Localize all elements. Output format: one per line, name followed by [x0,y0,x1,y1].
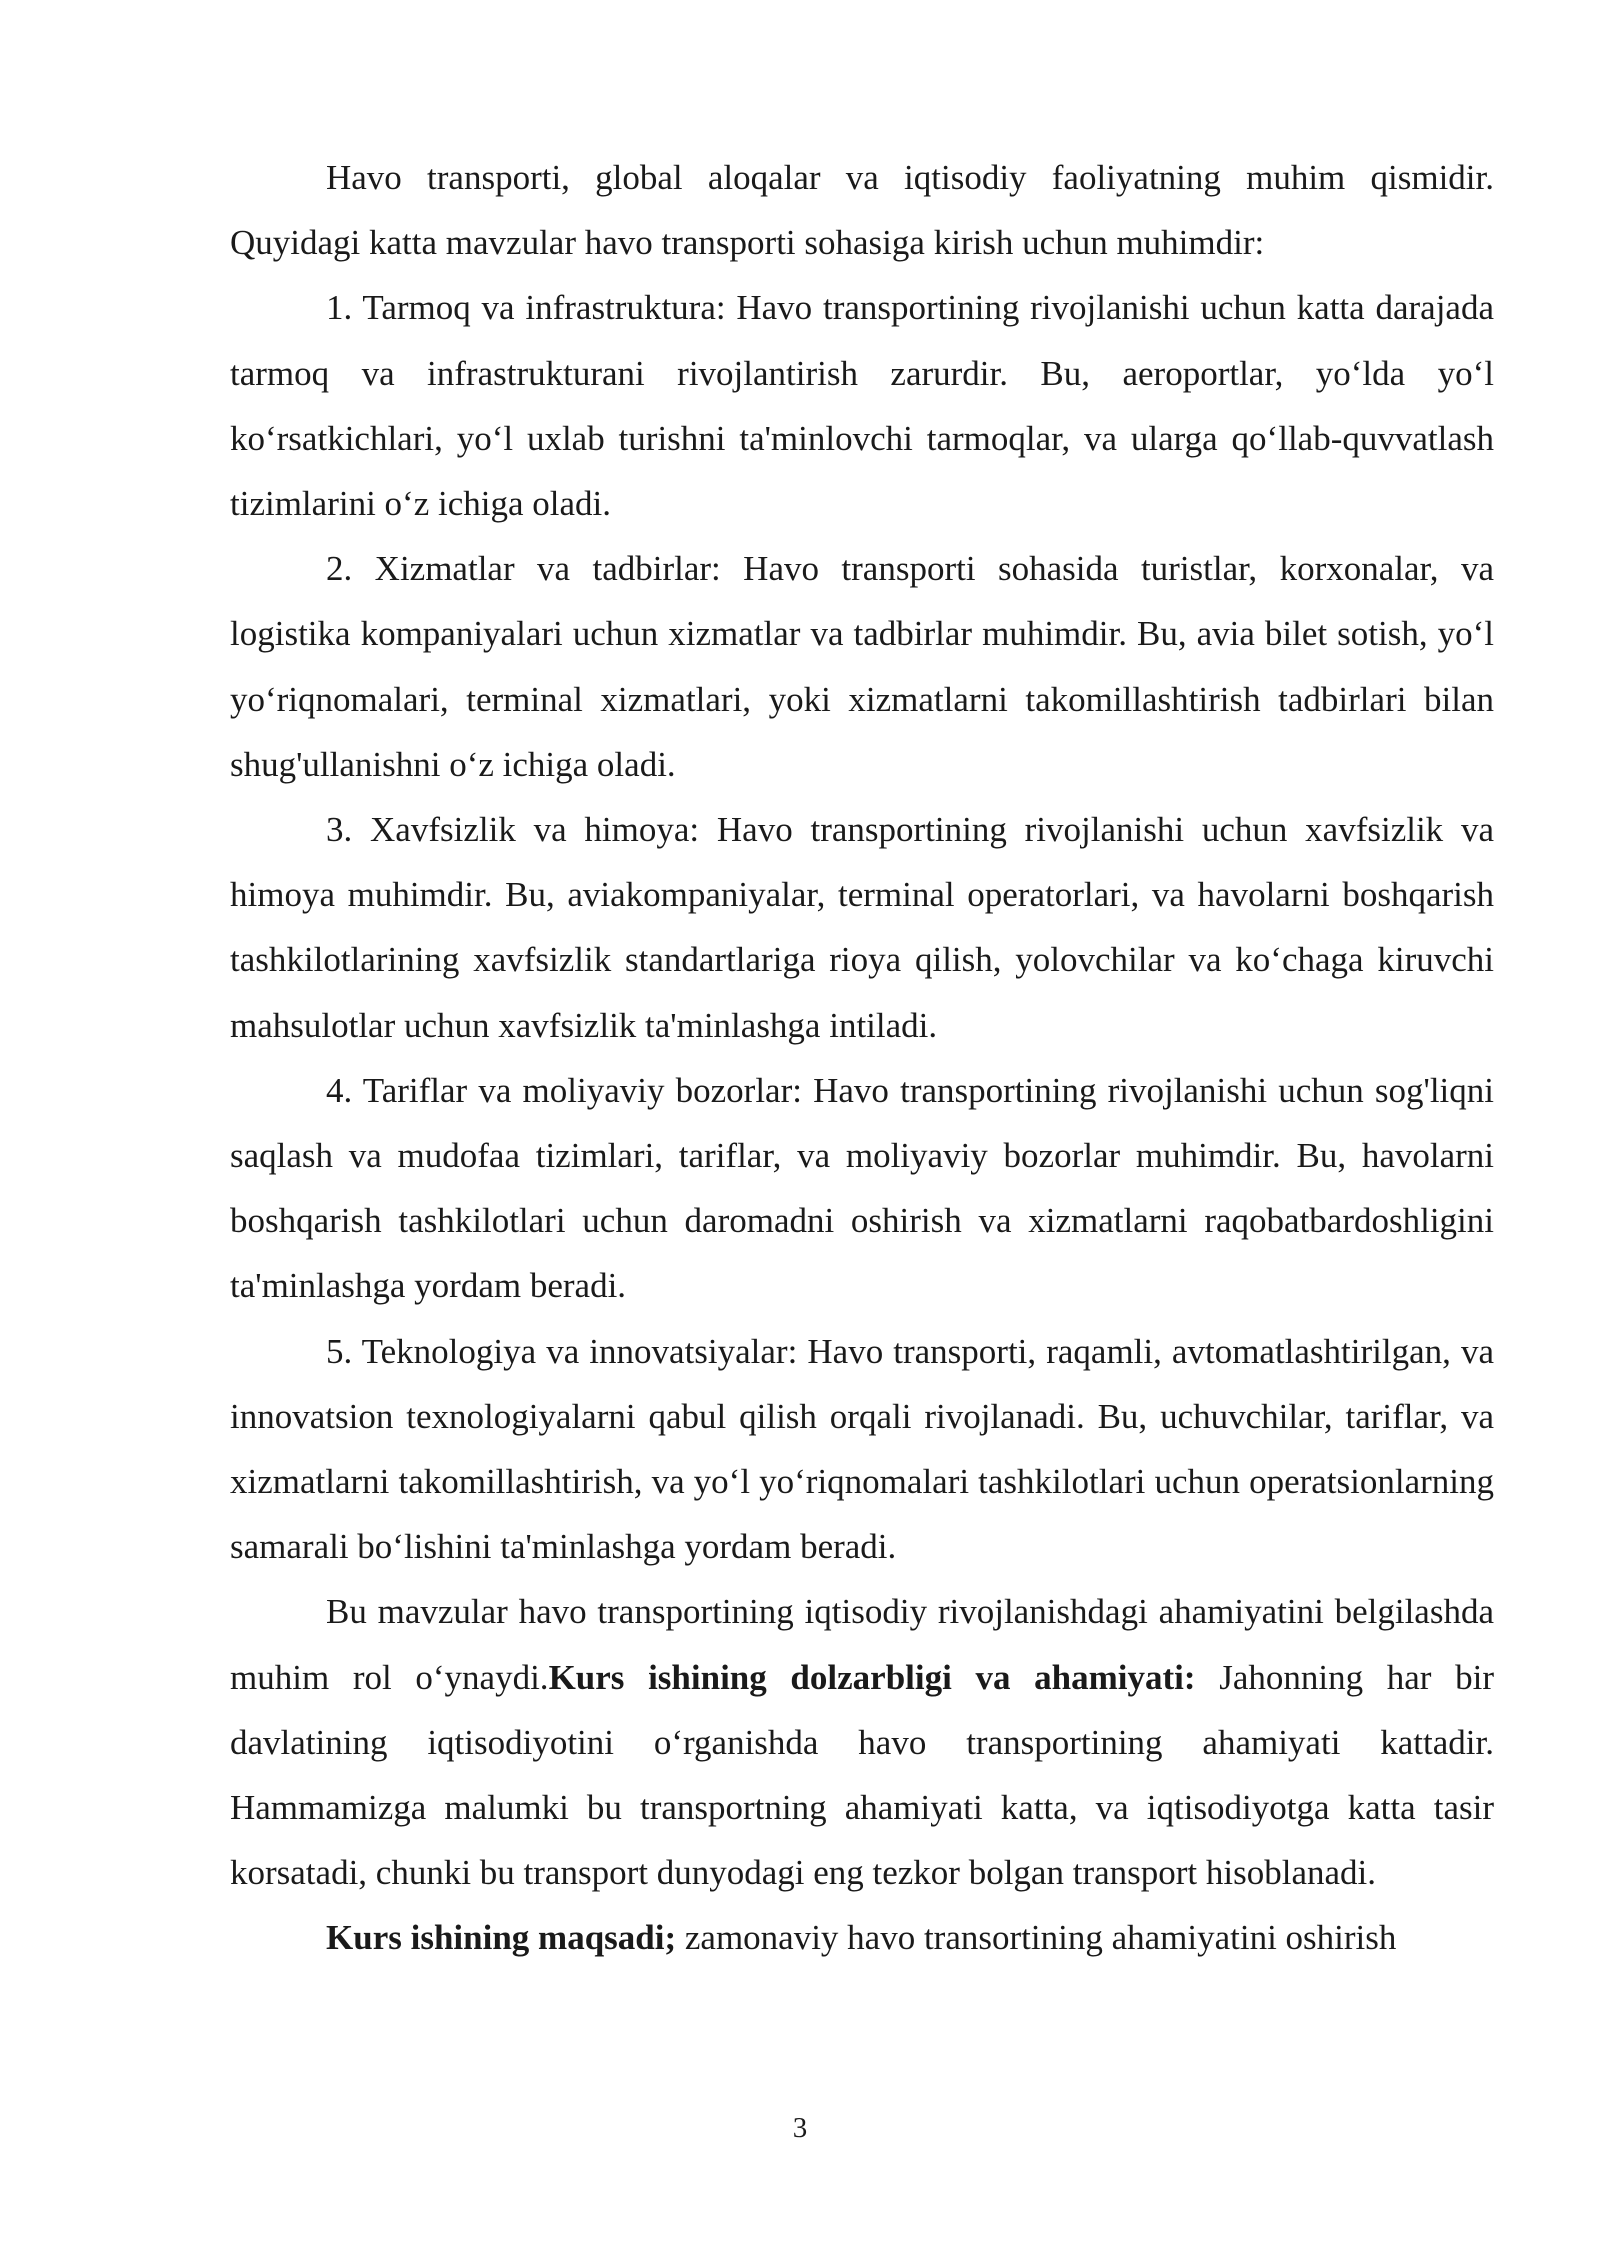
relevance-lead-text: Bu mavzular havo transportining iqtisodiy rivojlanishdagi ahamiyatini belgilashda muhim rol o‘ynaydi. [230,1592,1494,1697]
goal-paragraph [230,1905,1494,1970]
goal-text: zamonaviy havo transortining ahamiyatini oshirish [676,1918,1397,1958]
goal-heading: Kurs ishining maqsadi; [326,1918,677,1958]
item-security-paragraph: 3. Xavfsizlik va himoya: Havo transportining rivojlanishi uchun xavfsizlik va himoya muhimdir. Bu, aviakompaniyalar, terminal operatorlari, va havolarni boshqarish tashkilotlarining xavfsizlik standartlariga rioya qilish, yolovchilar va ko‘chaga kiruvchi mahsulotlar uchun xavfsizlik ta'minlashga intiladi. [230,810,1494,1045]
relevance-body-text: Jahonning har bir davlatining iqtisodiyotini o‘rganishda havo transportining ahamiyati kattadir. Hammamizga malumki bu transportning ahamiyati katta, va iqtisodiyotga katta tasir korsatadi, chunki bu transport dunyodagi eng tezkor bolgan transport hisoblanadi. [230,1657,1495,1893]
document-page [230,145,1494,1971]
page-number: 3 [792,2112,808,2144]
relevance-heading: Kurs ishining dolzarbligi va ahamiyati: [548,1657,1196,1697]
intro-paragraph: Havo transporti, global aloqalar va iqtisodiy faoliyatning muhim qismidir. Quyidagi katta mavzular havo transporti sohasiga kirish uchun muhimdir: [230,158,1494,263]
item-technology-paragraph: 5. Teknologiya va innovatsiyalar: Havo transporti, raqamli, avtomatlashtirilgan, va innovatsion texnologiyalarni qabul qilish orqali rivojlanadi. Bu, uchuvchilar, tariflar, va xizmatlarni takomillashtirish, va yo‘l yo‘riqnomalari tashkilotlari uchun operatsionlarning samarali bo‘lishini ta'minlashga yordam beradi. [230,1331,1494,1567]
item-services-paragraph: 2. Xizmatlar va tadbirlar: Havo transporti sohasida turistlar, korxonalar, va logistika kompaniyalari uchun xizmatlar va tadbirlar muhimdir. Bu, avia bilet sotish, yo‘l yo‘riqnomalari, terminal xizmatlari, yoki xizmatlarni takomillashtirish tadbirlari bilan shug'ullanishni o‘z ichiga oladi. [230,549,1494,784]
item-infrastructure-paragraph: 1. Tarmoq va infrastruktura: Havo transportining rivojlanishi uchun katta darajada tarmoq va infrastrukturani rivojlantirish zarurdir. Bu, aeroportlar, yo‘lda yo‘l ko‘rsatkichlari, yo‘l uxlab turishni ta'minlovchi tarmoqlar, va ularga qo‘llab-quvvatlash tizimlarini o‘z ichiga oladi. [230,288,1494,524]
item-tariffs-paragraph: 4. Tariflar va moliyaviy bozorlar: Havo transportining rivojlanishi uchun sog'liqni saqlash va mudofaa tizimlari, tariflar, va moliyaviy bozorlar muhimdir. Bu, havolarni boshqarish tashkilotlari uchun daromadni oshirish va xizmatlarni raqobatbardoshligini ta'minlashga yordam beradi. [230,1070,1494,1306]
relevance-paragraph [230,1579,1494,1905]
